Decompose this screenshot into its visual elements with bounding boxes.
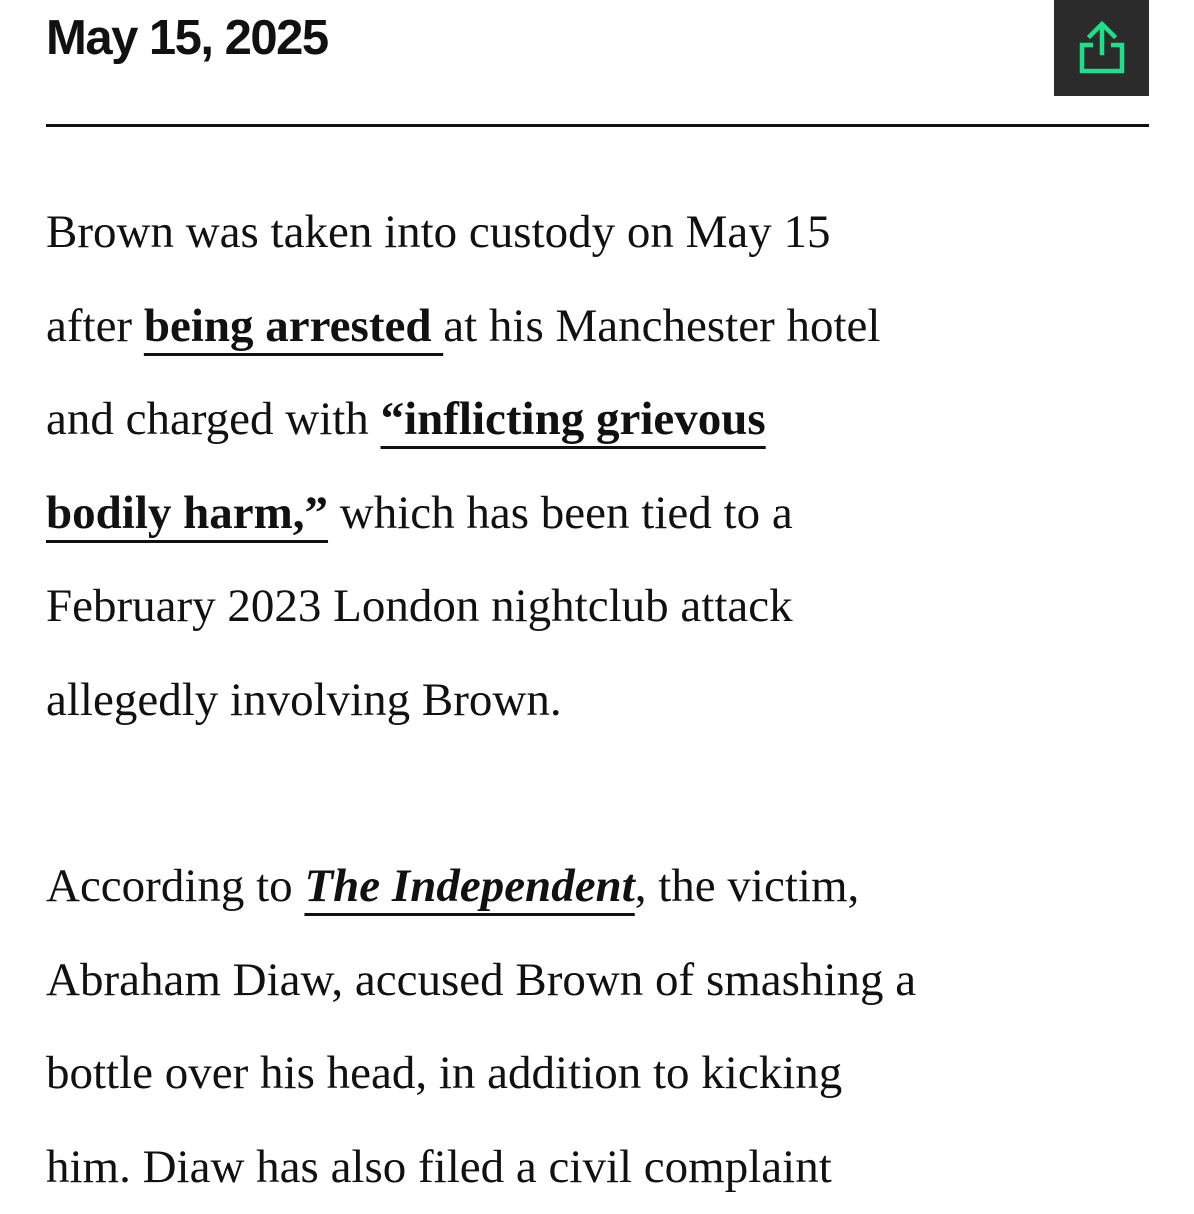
link-being-arrested[interactable]: being arrested [144, 300, 443, 352]
link-grievous-bodily-harm[interactable]: “inflicting grievous [381, 393, 766, 445]
text: , the victim, [635, 860, 860, 912]
paragraph-2 [46, 840, 1156, 1214]
paragraph-1-line-5: February 2023 London nightclub attack [46, 560, 1156, 654]
text: at his Manchester hotel [443, 300, 880, 352]
paragraph-1-line-2 [46, 280, 1156, 374]
share-icon [1075, 19, 1129, 77]
paragraph-2-line-3: bottle over his head, in addition to kicking [46, 1027, 1156, 1121]
paragraph-1 [46, 186, 1156, 747]
paragraph-2-line-2: Abraham Diaw, accused Brown of smashing a [46, 934, 1156, 1028]
paragraph-1-line-6: allegedly involving Brown. [46, 654, 1156, 748]
paragraph-2-line-1 [46, 840, 1156, 934]
article-header [46, 0, 1149, 128]
share-button[interactable] [1054, 0, 1149, 96]
paragraph-1-line-3 [46, 373, 1156, 467]
header-divider [46, 124, 1149, 127]
link-the-independent[interactable] [304, 860, 634, 912]
article-body [46, 186, 1156, 1214]
text: after [46, 300, 144, 352]
link-grievous-bodily-harm-continued[interactable]: bodily harm,” [46, 487, 328, 539]
publish-date: May 15, 2025 [46, 8, 328, 68]
text: and charged with [46, 393, 381, 445]
text: which has been tied to a [328, 487, 793, 539]
text: According to [46, 860, 304, 912]
paragraph-2-line-4: him. Diaw has also filed a civil complaint [46, 1121, 1156, 1214]
paragraph-1-line-4 [46, 467, 1156, 561]
paragraph-1-line-1: Brown was taken into custody on May 15 [46, 186, 1156, 280]
publication-name: The Independent [304, 860, 634, 912]
